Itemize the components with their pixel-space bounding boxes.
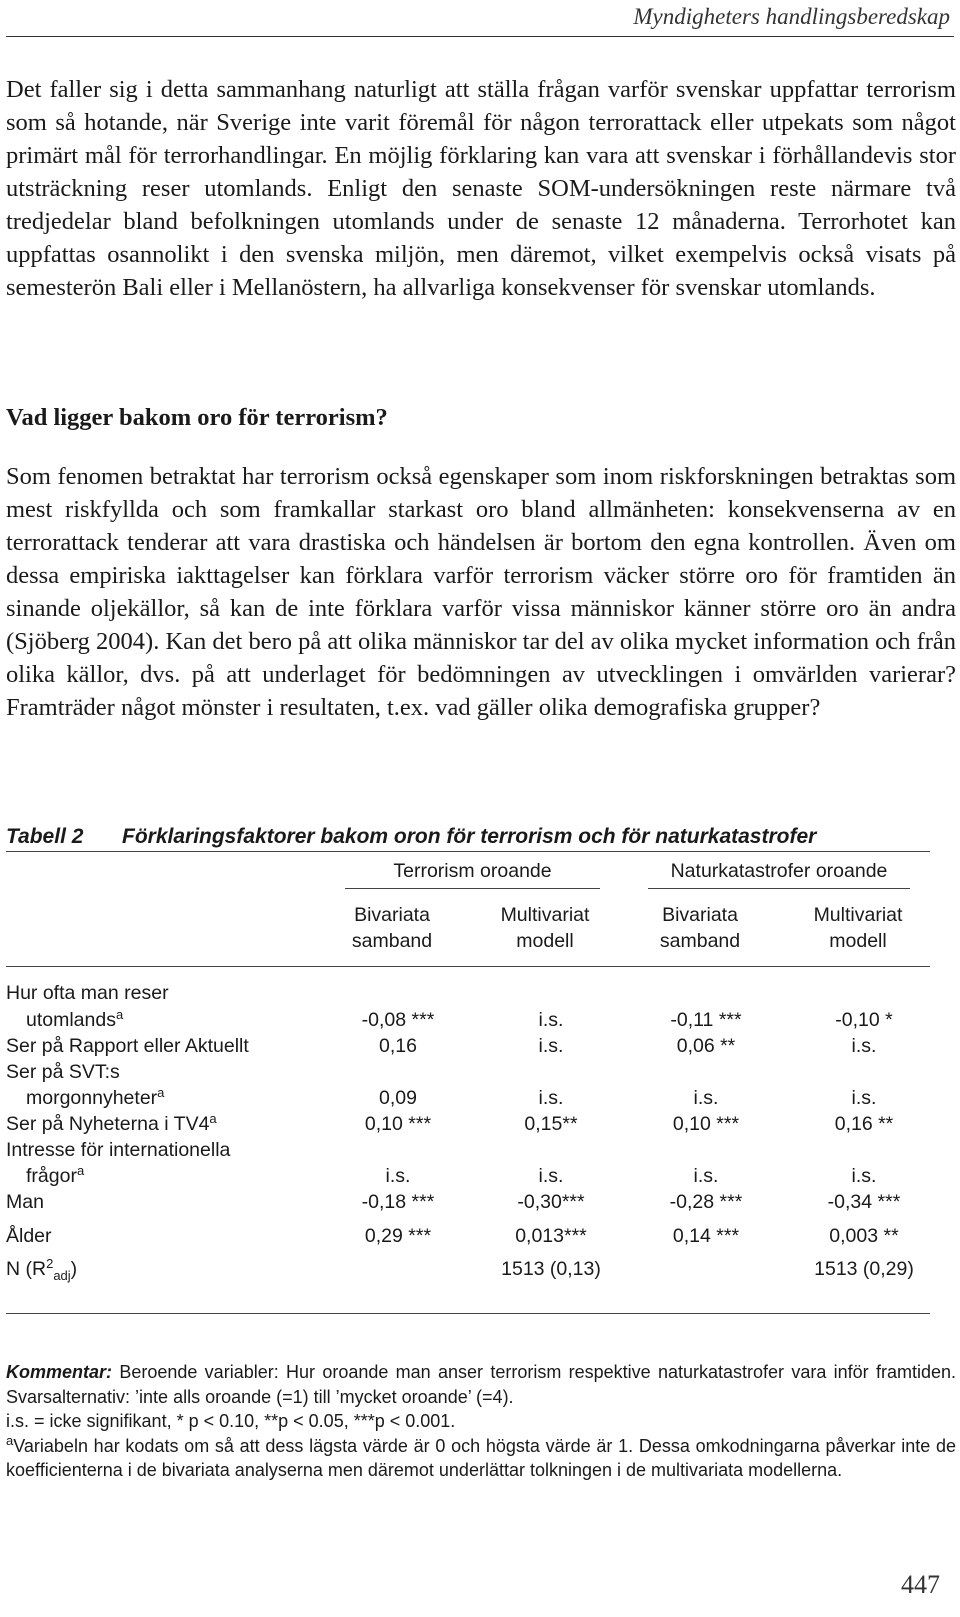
running-head: Myndigheters handlingsberedskap — [633, 4, 950, 29]
table-row: Ålder 0,29 *** 0,013*** 0,14 *** 0,003 ** — [6, 1225, 899, 1247]
group-header-naturkatastrofer: Naturkatastrofer oroande — [670, 860, 888, 882]
column-header-4: Multivariat modell — [813, 904, 903, 952]
comment-note: Kommentar: Beroende variabler: Hur oroande man anser terrorism respektive naturkatastrofer vara inför framtiden. Svarsalternativ: ’inte alls oroande (=1) till ’mycket oroande’ (=4). — [6, 1362, 956, 1407]
table-bottom-rule — [6, 1313, 930, 1314]
group-header-terrorism: Terrorism oroande — [393, 860, 552, 882]
table-row: Intresse för internationella — [6, 1139, 231, 1161]
column-header-2: Multivariat modell — [500, 904, 590, 952]
significance-note: i.s. = icke signifikant, * p < 0.10, **p < 0.05, ***p < 0.001. — [6, 1411, 456, 1431]
table-header-rule — [6, 966, 930, 967]
table-row: frågor$^a$ i.s. i.s. i.s. i.s. — [26, 1163, 877, 1187]
footnote: $^a$Variabeln har kodats om så att dess lägsta värde är 0 och högsta värde är 1. Dessa omkodningarna påverkar inte de koefficienterna i de bivariata analyserna men däremot underlättar tolkningen i de multivariata modellerna. — [6, 1432, 956, 1480]
column-header-1: Bivariata samband — [351, 904, 433, 952]
table-caption — [6, 825, 816, 849]
table-label: Tabell 2 — [6, 825, 84, 848]
header-rule — [6, 36, 954, 37]
table-row: morgonnyheter$^a$ 0,09 i.s. i.s. i.s. — [26, 1085, 877, 1109]
table-row: Ser på Rapport eller Aktuellt 0,16 i.s. 0,06 ** i.s. — [6, 1035, 877, 1057]
group-rule-naturkatastrofer — [648, 888, 910, 889]
table-top-rule — [6, 851, 930, 852]
table-row: Ser på Nyheterna i TV4$^a$ 0,10 *** 0,15** 0,10 *** 0,16 ** — [6, 1111, 894, 1135]
table-row: Ser på SVT:s — [6, 1061, 120, 1083]
section-title: Vad ligger bakom oro för terrorism? — [6, 404, 388, 431]
table-title: Förklaringsfaktorer bakom oron för terrorism och för naturkatastrofer — [122, 825, 817, 848]
body-paragraph-2: Som fenomen betraktat har terrorism också egenskaper som inom riskforskningen betraktas som mest riskfyllda och som framkallar starkast oro bland allmänheten: konsekvenserna av en terrorattack tenderar att vara drastiska och händelsen är bortom den egna kontrollen. Även om dessa empiriska iakttagelser kan förklara varför terrorism väcker större oro för framtiden än sinande oljekällor, så kan de inte förklara varför vissa människor känner större oro än andra (Sjöberg 2004). Kan det bero på att olika människor tar del av olika mycket information och från olika källor, dvs. på att underlaget för bedömningen av utvecklingen i omvärlden varierar? Framträder något mönster i resultaten, t.ex. vad gäller olika demografiska grupper? — [6, 463, 957, 721]
group-rule-terrorism — [345, 888, 600, 889]
table-row: N $(R^2_{adj})$ 1513 (0,13) 1513 (0,29) — [6, 1256, 914, 1283]
table-notes — [6, 1360, 956, 1483]
column-header-3: Bivariata samband — [659, 904, 741, 952]
body-paragraph-1: Det faller sig i detta sammanhang naturligt att ställa frågan varför svenskar uppfattar terrorism som så hotande, när Sverige inte varit föremål för någon terrorattack eller utpekats som något primärt mål för terrorhandlingar. En möjlig förklaring kan vara att svenskar i förhållandevis stor utsträckning reser utomlands. Enligt den senaste SOM-undersökningen reste närmare två tredjedelar bland befolkningen utomlands under de senaste 12 månaderna. Terrorhotet kan uppfattas osannolikt i den svenska miljön, men däremot, vilket exempelvis också visats på semesterön Bali eller i Mellanöstern, ha allvarliga konsekvenser för svenskar utomlands. — [6, 76, 956, 301]
table-row: Man -0,18 *** -0,30*** -0,28 *** -0,34 *** — [6, 1191, 901, 1213]
table-row: Hur ofta man reser — [6, 982, 169, 1004]
table-row: utomlands$^a$ -0,08 *** i.s. -0,11 *** -0,10 * — [26, 1007, 893, 1031]
page-number: 447 — [901, 1570, 940, 1599]
